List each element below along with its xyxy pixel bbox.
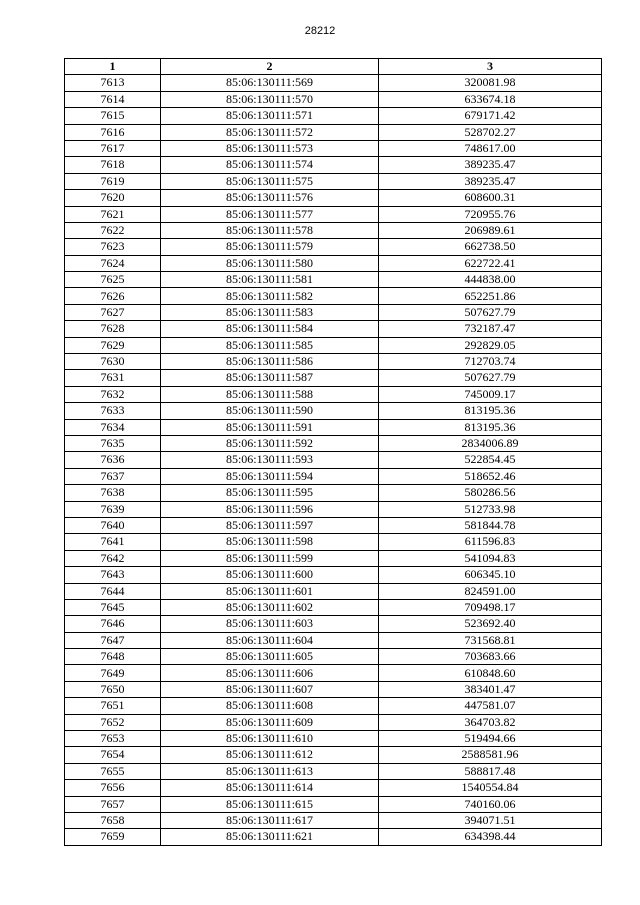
cadastral-number-cell: 85:06:130111:590 — [161, 403, 379, 419]
cadastral-number-cell: 85:06:130111:573 — [161, 140, 379, 156]
table-row — [65, 583, 602, 599]
table-row — [65, 763, 602, 779]
cadastral-number-cell: 85:06:130111:605 — [161, 649, 379, 665]
row-number-cell: 7653 — [65, 731, 161, 747]
value-cell: 745009.17 — [379, 386, 602, 402]
table-row — [65, 550, 602, 566]
value-cell: 740160.06 — [379, 796, 602, 812]
value-cell: 813195.36 — [379, 403, 602, 419]
cadastral-number-cell: 85:06:130111:591 — [161, 419, 379, 435]
value-cell: 1540554.84 — [379, 780, 602, 796]
table-body — [65, 75, 602, 845]
cadastral-number-cell: 85:06:130111:586 — [161, 354, 379, 370]
row-number-cell: 7640 — [65, 517, 161, 533]
cadastral-number-cell: 85:06:130111:595 — [161, 485, 379, 501]
cadastral-number-cell: 85:06:130111:580 — [161, 255, 379, 271]
cadastral-number-cell: 85:06:130111:594 — [161, 468, 379, 484]
value-cell: 364703.82 — [379, 714, 602, 730]
row-number-cell: 7624 — [65, 255, 161, 271]
value-cell: 588817.48 — [379, 763, 602, 779]
cadastral-number-cell: 85:06:130111:615 — [161, 796, 379, 812]
row-number-cell: 7620 — [65, 190, 161, 206]
table-row — [65, 91, 602, 107]
table-row — [65, 485, 602, 501]
value-cell: 206989.61 — [379, 222, 602, 238]
table-row — [65, 435, 602, 451]
column-header-2: 2 — [161, 59, 379, 75]
value-cell: 519494.66 — [379, 731, 602, 747]
row-number-cell: 7655 — [65, 763, 161, 779]
value-cell: 507627.79 — [379, 304, 602, 320]
row-number-cell: 7657 — [65, 796, 161, 812]
cadastral-number-cell: 85:06:130111:592 — [161, 435, 379, 451]
table-row — [65, 698, 602, 714]
row-number-cell: 7631 — [65, 370, 161, 386]
table-row — [65, 829, 602, 845]
cadastral-number-cell: 85:06:130111:583 — [161, 304, 379, 320]
cadastral-number-cell: 85:06:130111:601 — [161, 583, 379, 599]
row-number-cell: 7638 — [65, 485, 161, 501]
table-row — [65, 173, 602, 189]
row-number-cell: 7647 — [65, 632, 161, 648]
value-cell: 512733.98 — [379, 501, 602, 517]
value-cell: 2588581.96 — [379, 747, 602, 763]
table-row — [65, 419, 602, 435]
cadastral-number-cell: 85:06:130111:576 — [161, 190, 379, 206]
value-cell: 528702.27 — [379, 124, 602, 140]
row-number-cell: 7642 — [65, 550, 161, 566]
value-cell: 748617.00 — [379, 140, 602, 156]
table-row — [65, 616, 602, 632]
row-number-cell: 7627 — [65, 304, 161, 320]
cadastral-number-cell: 85:06:130111:572 — [161, 124, 379, 140]
value-cell: 580286.56 — [379, 485, 602, 501]
value-cell: 394071.51 — [379, 812, 602, 828]
table-row — [65, 255, 602, 271]
page-number: 28212 — [304, 25, 336, 37]
table-row — [65, 321, 602, 337]
value-cell: 523692.40 — [379, 616, 602, 632]
cadastral-number-cell: 85:06:130111:570 — [161, 91, 379, 107]
cadastral-number-cell: 85:06:130111:612 — [161, 747, 379, 763]
table-row — [65, 403, 602, 419]
table-row — [65, 124, 602, 140]
value-cell: 389235.47 — [379, 173, 602, 189]
cadastral-number-cell: 85:06:130111:585 — [161, 337, 379, 353]
value-cell: 522854.45 — [379, 452, 602, 468]
table-row — [65, 599, 602, 615]
row-number-cell: 7618 — [65, 157, 161, 173]
cadastral-number-cell: 85:06:130111:578 — [161, 222, 379, 238]
cadastral-number-cell: 85:06:130111:574 — [161, 157, 379, 173]
cadastral-number-cell: 85:06:130111:569 — [161, 75, 379, 91]
cadastral-number-cell: 85:06:130111:614 — [161, 780, 379, 796]
cadastral-number-cell: 85:06:130111:598 — [161, 534, 379, 550]
value-cell: 634398.44 — [379, 829, 602, 845]
table-row — [65, 304, 602, 320]
cadastral-number-cell: 85:06:130111:600 — [161, 567, 379, 583]
value-cell: 507627.79 — [379, 370, 602, 386]
table-row — [65, 714, 602, 730]
cadastral-number-cell: 85:06:130111:607 — [161, 681, 379, 697]
cadastral-number-cell: 85:06:130111:606 — [161, 665, 379, 681]
row-number-cell: 7629 — [65, 337, 161, 353]
value-cell: 541094.83 — [379, 550, 602, 566]
cadastral-number-cell: 85:06:130111:593 — [161, 452, 379, 468]
row-number-cell: 7636 — [65, 452, 161, 468]
row-number-cell: 7632 — [65, 386, 161, 402]
row-number-cell: 7633 — [65, 403, 161, 419]
table-row — [65, 632, 602, 648]
cadastral-number-cell: 85:06:130111:597 — [161, 517, 379, 533]
cadastral-number-cell: 85:06:130111:588 — [161, 386, 379, 402]
value-cell: 731568.81 — [379, 632, 602, 648]
value-cell: 813195.36 — [379, 419, 602, 435]
cadastral-number-cell: 85:06:130111:571 — [161, 108, 379, 124]
cadastral-number-cell: 85:06:130111:610 — [161, 731, 379, 747]
table-row — [65, 239, 602, 255]
cadastral-number-cell: 85:06:130111:617 — [161, 812, 379, 828]
value-cell: 679171.42 — [379, 108, 602, 124]
table-header-row — [65, 59, 602, 75]
row-number-cell: 7614 — [65, 91, 161, 107]
row-number-cell: 7637 — [65, 468, 161, 484]
table-row — [65, 190, 602, 206]
table-row — [65, 222, 602, 238]
row-number-cell: 7619 — [65, 173, 161, 189]
row-number-cell: 7658 — [65, 812, 161, 828]
column-header-3: 3 — [379, 59, 602, 75]
table-row — [65, 140, 602, 156]
cadastral-number-cell: 85:06:130111:577 — [161, 206, 379, 222]
cadastral-number-cell: 85:06:130111:587 — [161, 370, 379, 386]
table-row — [65, 452, 602, 468]
cadastral-number-cell: 85:06:130111:608 — [161, 698, 379, 714]
table-row — [65, 370, 602, 386]
value-cell: 709498.17 — [379, 599, 602, 615]
row-number-cell: 7616 — [65, 124, 161, 140]
table-row — [65, 812, 602, 828]
table-row — [65, 796, 602, 812]
value-cell: 581844.78 — [379, 517, 602, 533]
cadastral-number-cell: 85:06:130111:604 — [161, 632, 379, 648]
row-number-cell: 7615 — [65, 108, 161, 124]
row-number-cell: 7641 — [65, 534, 161, 550]
cadastral-number-cell: 85:06:130111:581 — [161, 272, 379, 288]
row-number-cell: 7650 — [65, 681, 161, 697]
cadastral-number-cell: 85:06:130111:596 — [161, 501, 379, 517]
value-cell: 447581.07 — [379, 698, 602, 714]
value-cell: 611596.83 — [379, 534, 602, 550]
value-cell: 383401.47 — [379, 681, 602, 697]
row-number-cell: 7649 — [65, 665, 161, 681]
row-number-cell: 7630 — [65, 354, 161, 370]
table-row — [65, 747, 602, 763]
value-cell: 608600.31 — [379, 190, 602, 206]
value-cell: 652251.86 — [379, 288, 602, 304]
table-row — [65, 288, 602, 304]
row-number-cell: 7628 — [65, 321, 161, 337]
row-number-cell: 7644 — [65, 583, 161, 599]
cadastral-number-cell: 85:06:130111:575 — [161, 173, 379, 189]
cadastral-number-cell: 85:06:130111:584 — [161, 321, 379, 337]
value-cell: 622722.41 — [379, 255, 602, 271]
table-row — [65, 649, 602, 665]
row-number-cell: 7659 — [65, 829, 161, 845]
table-row — [65, 272, 602, 288]
row-number-cell: 7621 — [65, 206, 161, 222]
value-cell: 320081.98 — [379, 75, 602, 91]
row-number-cell: 7635 — [65, 435, 161, 451]
row-number-cell: 7613 — [65, 75, 161, 91]
row-number-cell: 7648 — [65, 649, 161, 665]
value-cell: 2834006.89 — [379, 435, 602, 451]
row-number-cell: 7656 — [65, 780, 161, 796]
value-cell: 610848.60 — [379, 665, 602, 681]
cadastral-number-cell: 85:06:130111:582 — [161, 288, 379, 304]
cadastral-number-cell: 85:06:130111:621 — [161, 829, 379, 845]
row-number-cell: 7643 — [65, 567, 161, 583]
table-row — [65, 337, 602, 353]
value-cell: 518652.46 — [379, 468, 602, 484]
row-number-cell: 7651 — [65, 698, 161, 714]
value-cell: 292829.05 — [379, 337, 602, 353]
value-cell: 633674.18 — [379, 91, 602, 107]
cadastral-number-cell: 85:06:130111:599 — [161, 550, 379, 566]
table-row — [65, 501, 602, 517]
value-cell: 732187.47 — [379, 321, 602, 337]
table-row — [65, 731, 602, 747]
data-table — [64, 58, 602, 846]
row-number-cell: 7646 — [65, 616, 161, 632]
table-row — [65, 534, 602, 550]
table-row — [65, 75, 602, 91]
value-cell: 662738.50 — [379, 239, 602, 255]
column-header-1: 1 — [65, 59, 161, 75]
row-number-cell: 7617 — [65, 140, 161, 156]
row-number-cell: 7634 — [65, 419, 161, 435]
row-number-cell: 7639 — [65, 501, 161, 517]
row-number-cell: 7623 — [65, 239, 161, 255]
table-row — [65, 567, 602, 583]
table-row — [65, 386, 602, 402]
value-cell: 712703.74 — [379, 354, 602, 370]
row-number-cell: 7622 — [65, 222, 161, 238]
table-row — [65, 206, 602, 222]
table-row — [65, 517, 602, 533]
table-row — [65, 780, 602, 796]
value-cell: 720955.76 — [379, 206, 602, 222]
value-cell: 444838.00 — [379, 272, 602, 288]
value-cell: 824591.00 — [379, 583, 602, 599]
row-number-cell: 7625 — [65, 272, 161, 288]
cadastral-number-cell: 85:06:130111:603 — [161, 616, 379, 632]
table-row — [65, 681, 602, 697]
table-row — [65, 665, 602, 681]
value-cell: 389235.47 — [379, 157, 602, 173]
row-number-cell: 7652 — [65, 714, 161, 730]
table-row — [65, 468, 602, 484]
cadastral-number-cell: 85:06:130111:609 — [161, 714, 379, 730]
row-number-cell: 7626 — [65, 288, 161, 304]
table-row — [65, 157, 602, 173]
table-row — [65, 108, 602, 124]
value-cell: 703683.66 — [379, 649, 602, 665]
table-row — [65, 354, 602, 370]
value-cell: 606345.10 — [379, 567, 602, 583]
row-number-cell: 7645 — [65, 599, 161, 615]
row-number-cell: 7654 — [65, 747, 161, 763]
cadastral-number-cell: 85:06:130111:602 — [161, 599, 379, 615]
cadastral-number-cell: 85:06:130111:613 — [161, 763, 379, 779]
cadastral-number-cell: 85:06:130111:579 — [161, 239, 379, 255]
